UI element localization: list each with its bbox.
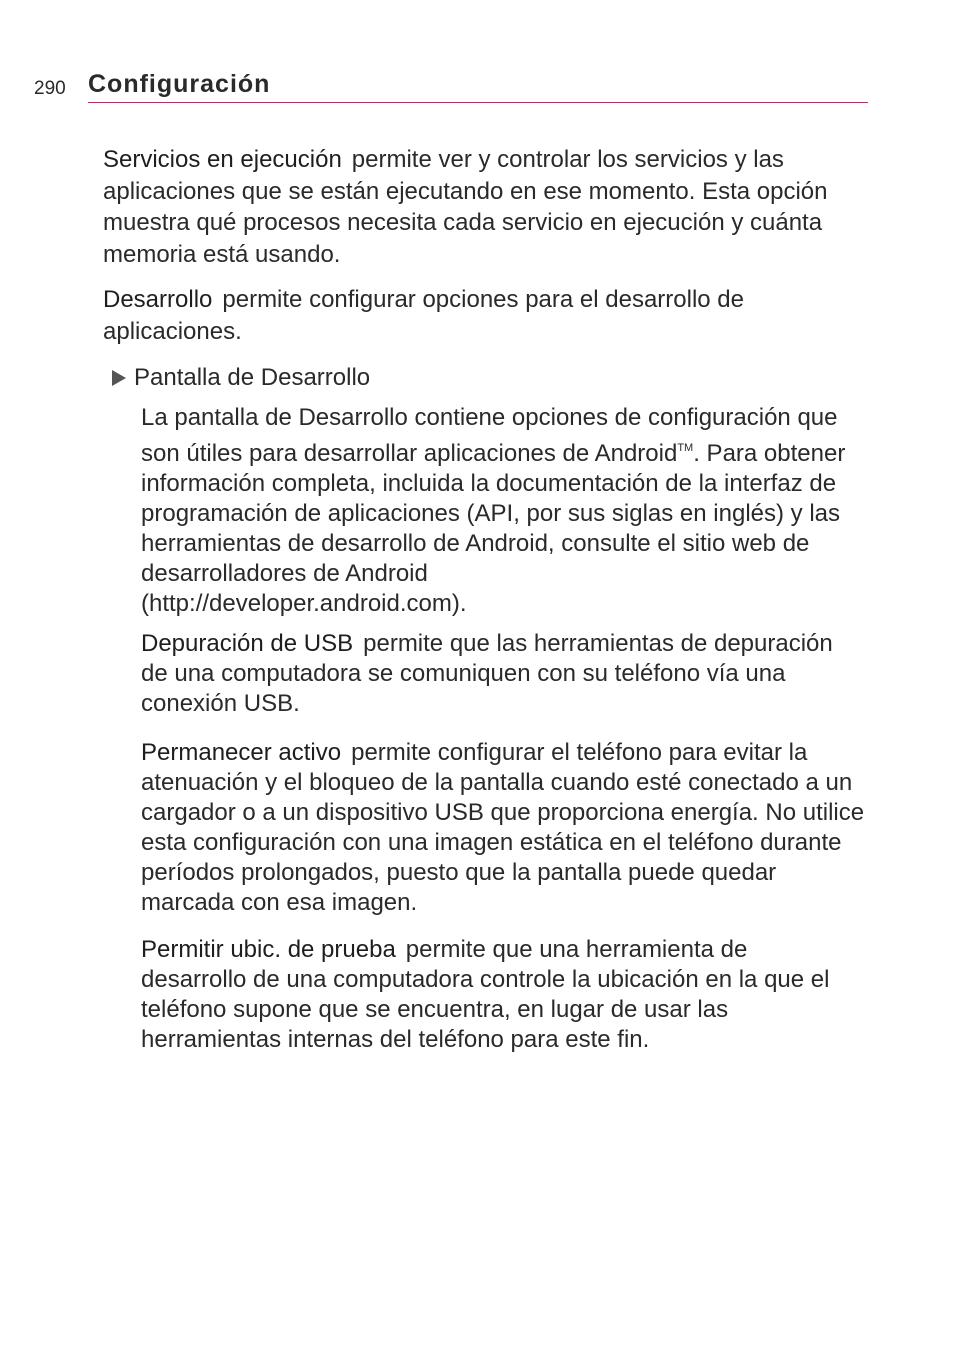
paragraph-desarrollo [103,284,873,347]
subheading-text: Pantalla de Desarrollo [134,364,371,391]
text-desarrollo: permite configurar opciones para el desarrollo de aplicaciones. [103,286,744,345]
text-pantalla-1: La pantalla de Desarrollo contiene opciones de configuración que son útiles para desarrollar aplicaciones de Android [141,404,838,467]
trademark-symbol: TM [677,442,694,454]
term-servicios: Servicios en ejecución [103,146,342,173]
developer-url: (http://developer.android.com). [141,590,467,617]
subheading-pantalla [112,362,812,394]
text-permanecer: permite configurar el teléfono para evitar la atenuación y el bloqueo de la pantalla cuando esté conectado a un cargador o a un dispositivo USB que proporciona energía. No utilice esta configuración con una imagen estática en el teléfono durante períodos prolongados, puesto que la pantalla puede quedar marcada con esa imagen. [141,739,865,916]
term-permanecer: Permanecer activo [141,739,342,766]
paragraph-depuracion [141,629,841,719]
paragraph-permanecer [141,738,871,918]
paragraph-pantalla [141,403,869,619]
header-rule [88,102,868,103]
paragraph-servicios [103,144,873,270]
term-depuracion: Depuración de USB [141,630,354,657]
triangle-bullet-icon [112,370,126,386]
text-servicios: permite ver y controlar los servicios y las aplicaciones que se están ejecutando en ese momento. Esta opción muestra qué procesos necesita cada servicio en ejecución y cuánta memoria está usando. [103,146,828,268]
text-permitir: permite que una herramienta de desarrollo de una computadora controle la ubicación en la que el teléfono supone que se encuentra, en lugar de usar las herramientas internas del teléfono para este fin. [141,936,830,1053]
section-title: Configuración [88,70,271,98]
paragraph-permitir [141,935,856,1055]
text-depuracion: permite que las herramientas de depuración de una computadora se comuniquen con su teléfono vía una conexión USB. [141,630,833,717]
term-desarrollo: Desarrollo [103,286,213,313]
text-pantalla-2: . Para obtener información completa, incluida la documentación de la interfaz de programación de aplicaciones (API, por sus siglas en inglés) y las herramientas de desarrollo de Android, consulte el sitio web de desarrolladores de Android [141,440,846,587]
page-number: 290 [34,78,66,99]
term-permitir: Permitir ubic. de prueba [141,936,396,963]
